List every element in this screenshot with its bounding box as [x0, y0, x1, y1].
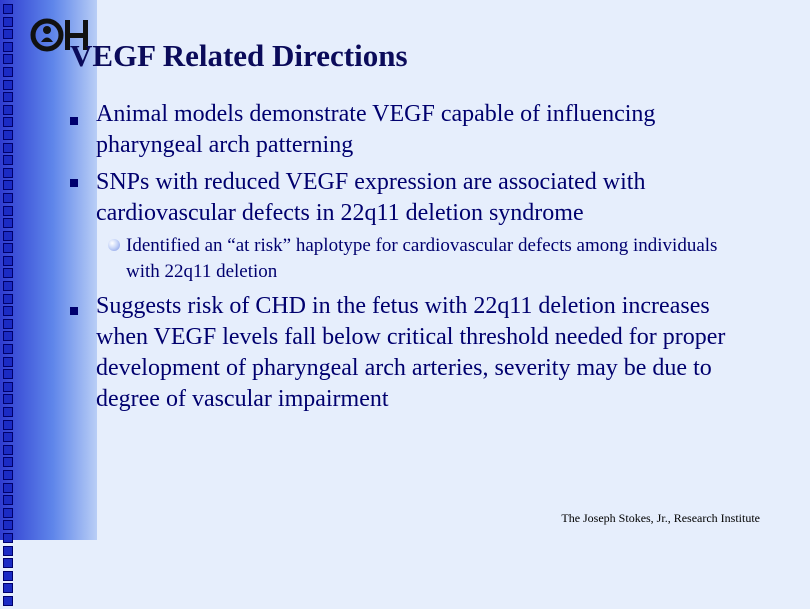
- decor-square: [3, 130, 13, 140]
- decor-square: [3, 407, 13, 417]
- decor-square: [3, 17, 13, 27]
- bullet-square-icon: [70, 179, 78, 187]
- decor-square: [3, 306, 13, 316]
- decor-square: [3, 470, 13, 480]
- decor-square: [3, 4, 13, 14]
- decor-square: [3, 344, 13, 354]
- decor-square: [3, 168, 13, 178]
- decor-square: [3, 571, 13, 581]
- decor-square: [3, 67, 13, 77]
- decor-square: [3, 558, 13, 568]
- decor-square: [3, 155, 13, 165]
- decor-square: [3, 105, 13, 115]
- decor-square: [3, 42, 13, 52]
- decor-square: [3, 180, 13, 190]
- decor-square: [3, 80, 13, 90]
- decor-square: [3, 369, 13, 379]
- decor-square: [3, 495, 13, 505]
- decor-square: [3, 117, 13, 127]
- decor-square: [3, 143, 13, 153]
- decor-square: [3, 445, 13, 455]
- decor-square: [3, 457, 13, 467]
- decor-square: [3, 420, 13, 430]
- decor-square: [3, 218, 13, 228]
- decor-square: [3, 331, 13, 341]
- decor-square: [3, 29, 13, 39]
- slide-title: VEGF Related Directions: [70, 38, 408, 73]
- decor-square: [3, 508, 13, 518]
- sub-bullet-item: Identified an “at risk” haplotype for cardiovascular defects among individuals with 22q11 deletion: [126, 235, 718, 282]
- bullet-item: Animal models demonstrate VEGF capable of influencing pharyngeal arch patterning: [96, 101, 656, 158]
- square-column-decoration: [3, 4, 15, 609]
- decor-square: [3, 268, 13, 278]
- bullet-item: Suggests risk of CHD in the fetus with 22q11 deletion increases when VEGF levels fall below critical threshold needed for proper development of pharyngeal arch arteries, severity may be due to degree of vascular impairment: [96, 293, 726, 412]
- decor-square: [3, 92, 13, 102]
- decor-square: [3, 533, 13, 543]
- bullet-square-icon: [70, 307, 78, 315]
- decor-square: [3, 432, 13, 442]
- decor-square: [3, 231, 13, 241]
- decor-square: [3, 281, 13, 291]
- decor-square: [3, 357, 13, 367]
- decor-square: [3, 394, 13, 404]
- decor-square: [3, 243, 13, 253]
- decor-square: [3, 382, 13, 392]
- bullet-item: SNPs with reduced VEGF expression are associated with cardiovascular defects in 22q11 deletion syndrome: [96, 169, 646, 226]
- decor-square: [3, 206, 13, 216]
- decor-square: [3, 294, 13, 304]
- bullet-square-icon: [70, 117, 78, 125]
- decor-square: [3, 583, 13, 593]
- decor-square: [3, 256, 13, 266]
- decorative-sidebar: [0, 0, 97, 540]
- decor-square: [3, 520, 13, 530]
- decor-square: [3, 596, 13, 606]
- footer-institute: The Joseph Stokes, Jr., Research Institute: [561, 511, 760, 525]
- decor-square: [3, 546, 13, 556]
- decor-square: [3, 193, 13, 203]
- decor-square: [3, 54, 13, 64]
- bullet-sphere-icon: [108, 239, 120, 251]
- decor-square: [3, 319, 13, 329]
- decor-square: [3, 483, 13, 493]
